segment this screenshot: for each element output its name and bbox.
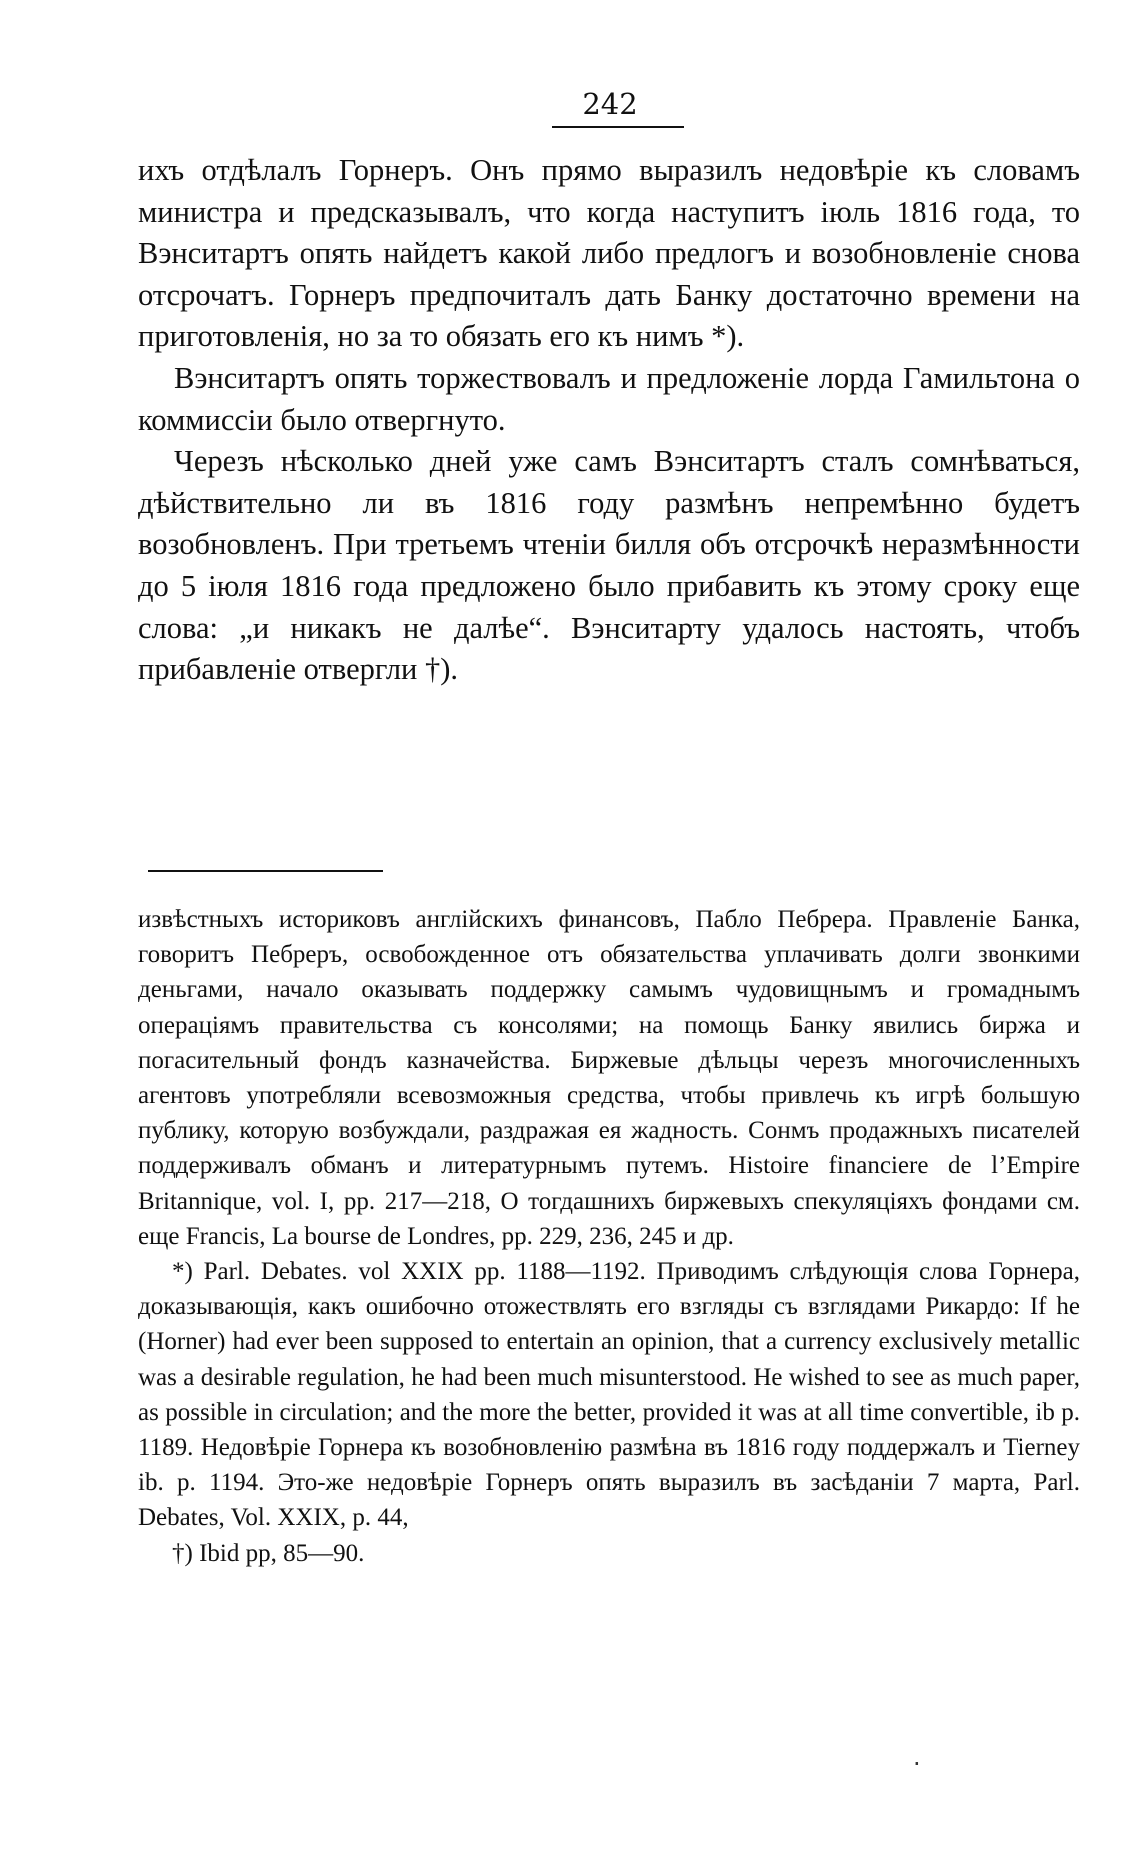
main-paragraph: Вэнситартъ опять торжествовалъ и предложеніе лорда Гамильтона о коммиссіи было отвергнуто.: [138, 360, 1080, 437]
stray-mark: ·: [913, 1750, 921, 1778]
page-number-underline: [552, 126, 684, 128]
footnotes: [138, 902, 1080, 1571]
main-text: [138, 150, 1080, 691]
footnote-separator: [148, 870, 383, 872]
main-paragraph: ихъ отдѣлалъ Горнеръ. Онъ прямо выразилъ недовѣріе къ словамъ министра и предсказывалъ, что когда наступитъ іюль 1816 года, то Вэнситартъ опять найдетъ какой либо предлогъ и возобновленіе снова отсрочатъ. Горнеръ предпочиталъ дать Банку достаточно времени на приготовленія, но за то обязать его къ нимъ *).: [138, 153, 1080, 354]
footnote-star: *) Parl. Debates. vol XXIX pp. 1188—1192. Приводимъ слѣдующія слова Горнера, доказывающія, какъ ошибочно отожествлять его взгляды съ взглядами Рикардо: If he (Horner) had ever been supposed to entertain an opinion, that a currency exclusively metallic was a desirable regulation, he had been much misunterstood. He wished to see as much paper, as possible in circulation; and the more the better, provided it was at all time convertible, ib p. 1189. Недовѣріе Горнера къ возобновленію размѣна въ 1816 году поддержалъ и Tierney ib. p. 1194. Это-же недовѣріе Горнеръ опять выразилъ въ засѣданіи 7 марта, Parl. Debates, Vol. XXIX, p. 44,: [138, 1258, 1080, 1532]
footnote-dagger: †) Ibid pp, 85—90.: [172, 1539, 365, 1567]
page-number: 242: [582, 87, 638, 121]
main-paragraph: Черезъ нѣсколько дней уже самъ Вэнситартъ сталъ сомнѣваться, дѣйствительно ли въ 1816 году размѣнъ непремѣнно будетъ возобновленъ. При третьемъ чтеніи билля объ отсрочкѣ неразмѣнности до 5 іюля 1816 года предложено было прибавить къ этому сроку еще слова: „и никакъ не далѣе“. Вэнситарту удалось настоять, чтобъ прибавленіе отвергли †).: [138, 444, 1080, 687]
footnote-continuation: извѣстныхъ историковъ англійскихъ финансовъ, Пабло Пебрера. Правленіе Банка, говоритъ Пебреръ, освобожденное отъ обязательства уплачивать долги звонкими деньгами, начало оказывать поддержку самымъ чудовищнымъ и громаднымъ операціямъ правительства съ консолями; на помощь Банку явились биржа и погасительный фондъ казначейства. Биржевые дѣльцы черезъ многочисленныхъ агентовъ употребляли всевозможныя средства, чтобы привлечь къ игрѣ большую публику, которую возбуждали, раздражая ея жадность. Сонмъ продажныхъ писателей поддерживалъ обманъ и литературнымъ путемъ. Histoire financiere de l’Empire Britannique, vol. I, pp. 217—218, О тогдашнихъ биржевыхъ спекуляціяхъ фондами см. еще Francis, La bourse de Londres, pp. 229, 236, 245 и др.: [138, 906, 1080, 1250]
